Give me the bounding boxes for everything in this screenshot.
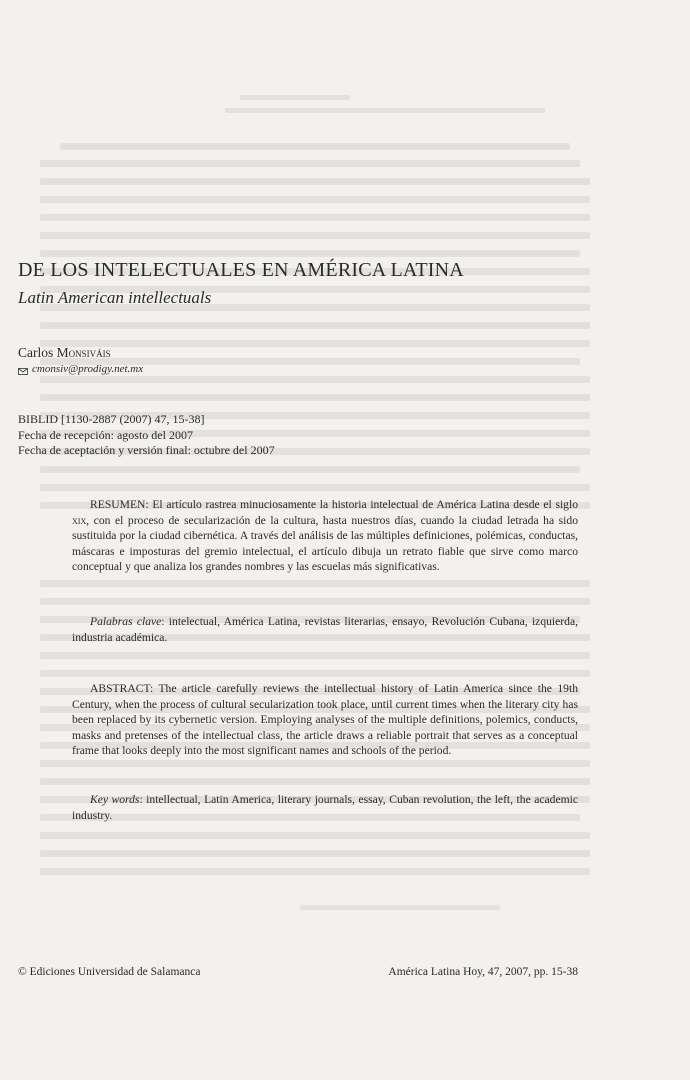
footer-citation: América Latina Hoy, 47, 2007, pp. 15-38 bbox=[388, 966, 578, 978]
abstract-paragraph bbox=[72, 681, 578, 759]
author-first-name: Carlos bbox=[18, 345, 57, 360]
palabras-clave-text: : intelectual, América Latina, revistas literarias, ensayo, Revolución Cubana, izquierda, industria académica. bbox=[72, 615, 578, 644]
article-subtitle: Latin American intellectuals bbox=[18, 288, 212, 307]
resumen-century: xix bbox=[72, 513, 87, 527]
publication-info bbox=[18, 412, 275, 459]
author-last-name: Monsiváis bbox=[56, 345, 111, 360]
article-title: DE LOS INTELECTUALES EN AMÉRICA LATINA bbox=[18, 259, 464, 281]
author-name bbox=[18, 345, 111, 361]
author-email-row bbox=[18, 363, 143, 375]
resumen-lead: RESUMEN: El artículo rastrea minuciosamente la historia intelectual de América Latina desde el siglo bbox=[90, 498, 578, 511]
resumen-rest: , con el proceso de secularización de la cultura, hasta nuestros días, cuando la ciudad letrada ha sido sustituida por la ciudad cibernética. A través del análisis de las múltiples definiciones, polémicas, conductas, máscaras e imposturas del gremio intelectual, el artículo dibuja un retrato fiable que sirve como marco conceptual y que analiza los grandes nombres y las escuelas más significativas. bbox=[72, 513, 578, 574]
resumen-paragraph bbox=[72, 497, 578, 575]
biblid: BIBLID [1130-2887 (2007) 47, 15-38] bbox=[18, 412, 205, 426]
key-words-text: : intellectual, Latin America, literary journals, essay, Cuban revolution, the left, the academic industry. bbox=[72, 793, 578, 822]
envelope-icon bbox=[18, 366, 28, 373]
received-date: Fecha de recepción: agosto del 2007 bbox=[18, 427, 193, 442]
accepted-date: Fecha de aceptación y versión final: octubre del 2007 bbox=[18, 443, 275, 457]
palabras-clave-paragraph bbox=[72, 614, 578, 645]
key-words-label: Key words bbox=[90, 793, 140, 806]
author-email[interactable]: cmonsiv@prodigy.net.mx bbox=[32, 363, 144, 375]
key-words-paragraph bbox=[72, 792, 578, 823]
abstract-text: ABSTRACT: The article carefully reviews the intellectual history of Latin America since the 19th Century, when the process of cultural secularization took place, until current times when the literary city has been replaced by its cybernetic version. Employing analyses of the multiple definitions, polemics, conducts, masks and pretenses of the intellectual class, the article draws a reliable portrait that serves as a conceptual frame that looks deeply into the most significant names and schools of the period. bbox=[72, 682, 578, 758]
palabras-clave-label: Palabras clave bbox=[90, 615, 162, 628]
footer-copyright: © Ediciones Universidad de Salamanca bbox=[18, 966, 201, 978]
